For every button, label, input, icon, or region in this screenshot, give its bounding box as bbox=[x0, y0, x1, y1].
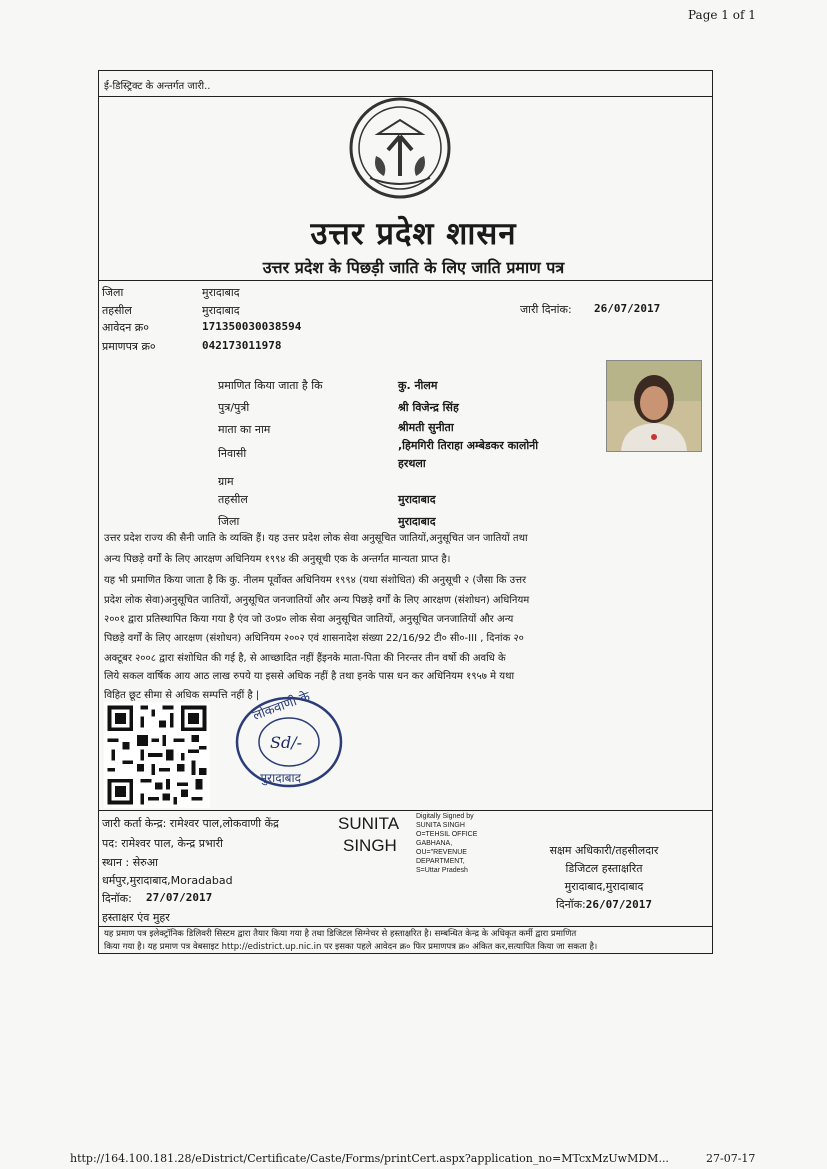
issue-date-value: 26/07/2017 bbox=[594, 302, 661, 315]
certificate-title: उत्तर प्रदेश के पिछड़ी जाति के लिए जाति प्रमाण पत्र bbox=[262, 258, 565, 277]
application-number-value: 171350030038594 bbox=[202, 320, 302, 333]
relation-label: पुत्र/पुत्री bbox=[218, 401, 250, 414]
tehsil-label: तहसील bbox=[102, 304, 132, 317]
person-tehsil-value: मुरादाबाद bbox=[398, 493, 436, 506]
print-footer-date: 27-07-17 bbox=[706, 1152, 756, 1165]
applicant-photo bbox=[606, 360, 702, 452]
paragraph-line-4: प्रदेश लोक सेवा)अनुसूचित जातियों, अनुसूचित जनजातियों और अन्य पिछड़े वर्गों के लिए आरक्षण (संशोधन) अधिनियम bbox=[104, 595, 530, 606]
tehsil-value: मुरादाबाद bbox=[202, 304, 240, 317]
sig-detail-line: O=TEHSIL OFFICE bbox=[416, 831, 478, 838]
digital-signer-name-line1: SUNITA bbox=[338, 814, 400, 833]
print-footer-url: http://164.100.181.28/eDistrict/Certificate/Caste/Forms/printCert.aspx?application_no=MTcxMzUwMDM... bbox=[70, 1152, 669, 1165]
footnote-line-1: यह प्रमाण पत्र इलेक्ट्रॉनिक डिलिवरी सिस्टम द्वारा तैयार किया गया है तथा डिजिटल सिग्नेचर से हस्ताक्षरित है। सम्बन्धित केन्द्र के अधिकृत कर्मी द्वारा प्रमाणित bbox=[104, 929, 577, 939]
footnote-line-2: किया गया है। यह प्रमाण पत्र वेबसाइट http://edistrict.up.nic.in पर इसका पहले आवेदन क्र० फिर प्रमाणपत्र क्र० अंकित कर,सत्यापित किया जा सकता है। bbox=[104, 942, 598, 952]
person-tehsil-label: तहसील bbox=[218, 493, 248, 506]
stamp-bottom-text: मुरादाबाद bbox=[260, 771, 302, 785]
applicant-name: कु. नीलम bbox=[398, 379, 438, 392]
authority-designation: सक्षम अधिकारी/तहसीलदार bbox=[549, 844, 659, 857]
father-name: श्री विजेन्द्र सिंह bbox=[398, 401, 459, 414]
authority-date-value: 26/07/2017 bbox=[585, 898, 653, 911]
sig-detail-line: Digitally Signed by bbox=[416, 813, 474, 820]
authority-block bbox=[514, 842, 694, 914]
issuer-post: पद: रामेश्वर पाल, केन्द्र प्रभारी bbox=[102, 837, 223, 850]
sig-detail-line: S=Uttar Pradesh bbox=[416, 867, 468, 874]
sig-detail-line: OU="REVENUE bbox=[416, 849, 467, 856]
issuer-place: स्थान : सेरुआ bbox=[102, 856, 158, 869]
paragraph-line-7: अक्टूबर २००८ द्वारा संशोधित की गई है, से आच्छादित नहीं हैंइनके माता-पिता की निरन्तर तीन वर्षो की अवधि के bbox=[104, 653, 506, 664]
authority-date bbox=[514, 896, 694, 914]
paragraph-line-6: पिछड़े वर्गों के लिए आरक्षण (संशोधन) अधिनियम २००२ एवं शासनादेश संख्या 22/16/92 टी० सी०-III , दिनांक २० bbox=[104, 633, 524, 644]
up-government-emblem-icon bbox=[348, 96, 452, 200]
paragraph-line-2: अन्य पिछड़े वर्गों के लिए आरक्षण अधिनियम १९९४ की अनुसूची एक के अन्तर्गत मान्यता प्राप्त है। bbox=[104, 554, 451, 565]
stamp-signature: Sd/- bbox=[270, 733, 302, 752]
authority-signed-note: डिजिटल हस्ताक्षरित bbox=[565, 862, 643, 875]
issuer-kendra: जारी कर्ता केन्द्र: रामेश्वर पाल,लोकवाणी केंद्र bbox=[102, 817, 279, 830]
issuer-divider bbox=[98, 810, 713, 811]
certified-label: प्रमाणित किया जाता है कि bbox=[218, 379, 323, 392]
government-title: उत्तर प्रदेश शासन bbox=[310, 216, 517, 252]
digital-signature-details bbox=[416, 812, 477, 875]
resident-label: निवासी bbox=[218, 447, 247, 460]
mother-name: श्रीमती सुनीता bbox=[398, 421, 454, 434]
person-district-value: मुरादाबाद bbox=[398, 515, 436, 528]
issuer-date-label: दिनॉक: bbox=[102, 892, 132, 905]
authority-place: मुरादाबाद,मुरादाबाद bbox=[564, 880, 644, 893]
issuer-address: धर्मपुर,मुरादाबाद,Moradabad bbox=[102, 874, 233, 887]
sig-detail-line: DEPARTMENT, bbox=[416, 858, 465, 865]
paragraph-line-8: लिये सकल वार्षिक आय आठ लाख रुपये या इससे अधिक नहीं है तथा इनके पास धन कर अधिनियम १९५७ मे यथा bbox=[104, 671, 515, 682]
village-label: ग्राम bbox=[218, 475, 234, 488]
title-divider bbox=[98, 280, 713, 281]
application-number-label: आवेदन क्र० bbox=[102, 321, 149, 334]
authority-date-label: दिनॉक: bbox=[555, 898, 586, 911]
paragraph-line-1: उत्तर प्रदेश राज्य की सैनी जाति के व्यक्ति हैं। यह उत्तर प्रदेश लोक सेवा अनुसूचित जातियों,अनुसूचित जन जातियों तथा bbox=[104, 533, 528, 544]
address-line2: हरथला bbox=[398, 457, 426, 470]
paragraph-line-9: विहित छूट सीमा से अधिक सम्पत्ति नहीं है | bbox=[104, 690, 260, 701]
issuer-date-value: 27/07/2017 bbox=[146, 891, 213, 904]
address-line1: ,हिमगिरी तिराहा अम्बेडकर कालोनी bbox=[398, 439, 539, 452]
district-label: जिला bbox=[102, 286, 124, 299]
qr-code-icon bbox=[104, 702, 210, 808]
paragraph-line-5: २००१ द्वारा प्रतिस्थापित किया गया है एंव जो उ०प्र० लोक सेवा अनुसूचित जातियों, अनुसूचित जनजातियों और अन्य bbox=[104, 614, 514, 625]
lokvani-stamp bbox=[226, 690, 356, 800]
mother-label: माता का नाम bbox=[218, 423, 271, 436]
page-number: Page 1 of 1 bbox=[688, 8, 756, 22]
paragraph-line-3: यह भी प्रमाणित किया जाता है कि कु. नीलम पूर्वोक्त अधिनियम १९९४ (यथा संशोधित) की अनुसूची २ (जैसा कि उत्तर bbox=[104, 575, 527, 586]
sig-detail-line: SUNITA SINGH bbox=[416, 822, 465, 829]
edistrict-note: ई-डिस्ट्रिक्ट के अन्तर्गत जारी.. bbox=[104, 81, 211, 92]
issuer-sign-line: हस्ताक्षर एंव मुहर bbox=[102, 911, 170, 924]
stamp-top-text: लोकवाणी के bbox=[250, 690, 313, 724]
certificate-number-label: प्रमाणपत्र क्र० bbox=[102, 340, 156, 353]
certificate-number-value: 042173011978 bbox=[202, 339, 282, 352]
issue-date-label: जारी दिनांक: bbox=[520, 303, 572, 316]
district-value: मुरादाबाद bbox=[202, 286, 240, 299]
person-district-label: जिला bbox=[218, 515, 240, 528]
sig-detail-line: GABHANA, bbox=[416, 840, 453, 847]
digital-signer-name-line2: SINGH bbox=[343, 836, 397, 855]
